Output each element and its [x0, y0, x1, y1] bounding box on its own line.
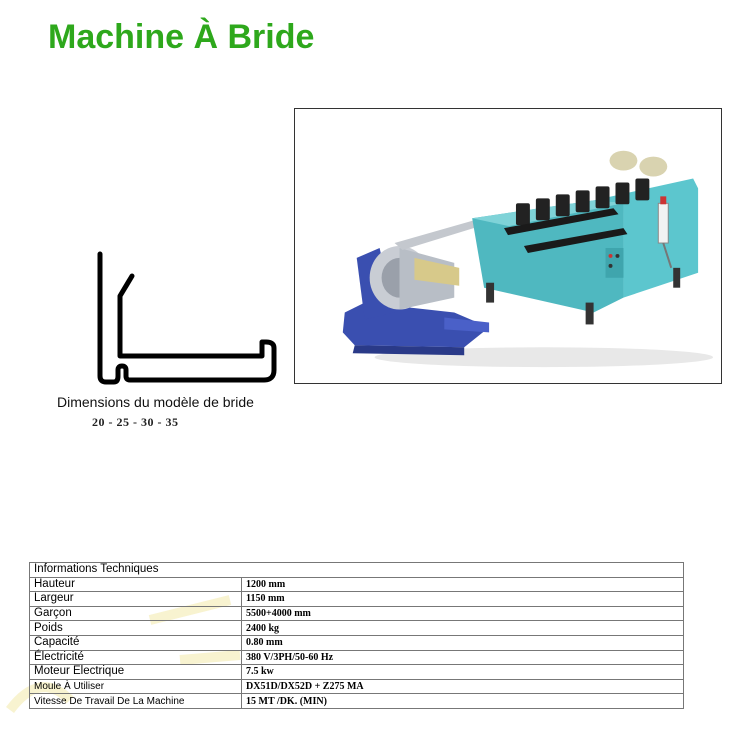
- spec-value: 5500+4000 mm: [242, 606, 684, 621]
- table-row: [30, 650, 684, 665]
- spec-value: 7.5 kw: [242, 665, 684, 680]
- spec-label: Garçon: [30, 606, 242, 621]
- spec-label: Hauteur: [30, 577, 242, 592]
- profile-caption: Dimensions du modèle de bride: [57, 394, 254, 410]
- spec-label: Moule À Utiliser: [30, 679, 242, 694]
- spec-label: Capacité: [30, 635, 242, 650]
- spec-value: 2400 kg: [242, 621, 684, 636]
- table-row: [30, 592, 684, 607]
- table-row: [30, 606, 684, 621]
- spec-label: Vitesse De Travail De La Machine: [30, 694, 242, 709]
- spec-label: Poids: [30, 621, 242, 636]
- table-row: [30, 635, 684, 650]
- spec-label: Largeur: [30, 592, 242, 607]
- table-row: [30, 679, 684, 694]
- specs-header: Informations Techniques: [30, 563, 684, 578]
- spec-label: Moteur Electrique: [30, 665, 242, 680]
- flange-profile-drawing: [94, 248, 284, 388]
- table-row: [30, 577, 684, 592]
- machine-photo: [294, 108, 722, 384]
- table-row: [30, 694, 684, 709]
- table-row: [30, 665, 684, 680]
- specs-header-row: [30, 563, 684, 578]
- spec-value: 1150 mm: [242, 592, 684, 607]
- spec-value: 1200 mm: [242, 577, 684, 592]
- profile-sizes: 20 - 25 - 30 - 35: [92, 415, 179, 429]
- spec-label: Électricité: [30, 650, 242, 665]
- spec-value: 380 V/3PH/50-60 Hz: [242, 650, 684, 665]
- spec-value: 0.80 mm: [242, 635, 684, 650]
- table-row: [30, 621, 684, 636]
- spec-value: 15 MT /DK. (MIN): [242, 694, 684, 709]
- page-title: Machine À Bride: [48, 18, 315, 56]
- spec-value: DX51D/DX52D + Z275 MA: [242, 679, 684, 694]
- technical-specs-table: [29, 562, 684, 709]
